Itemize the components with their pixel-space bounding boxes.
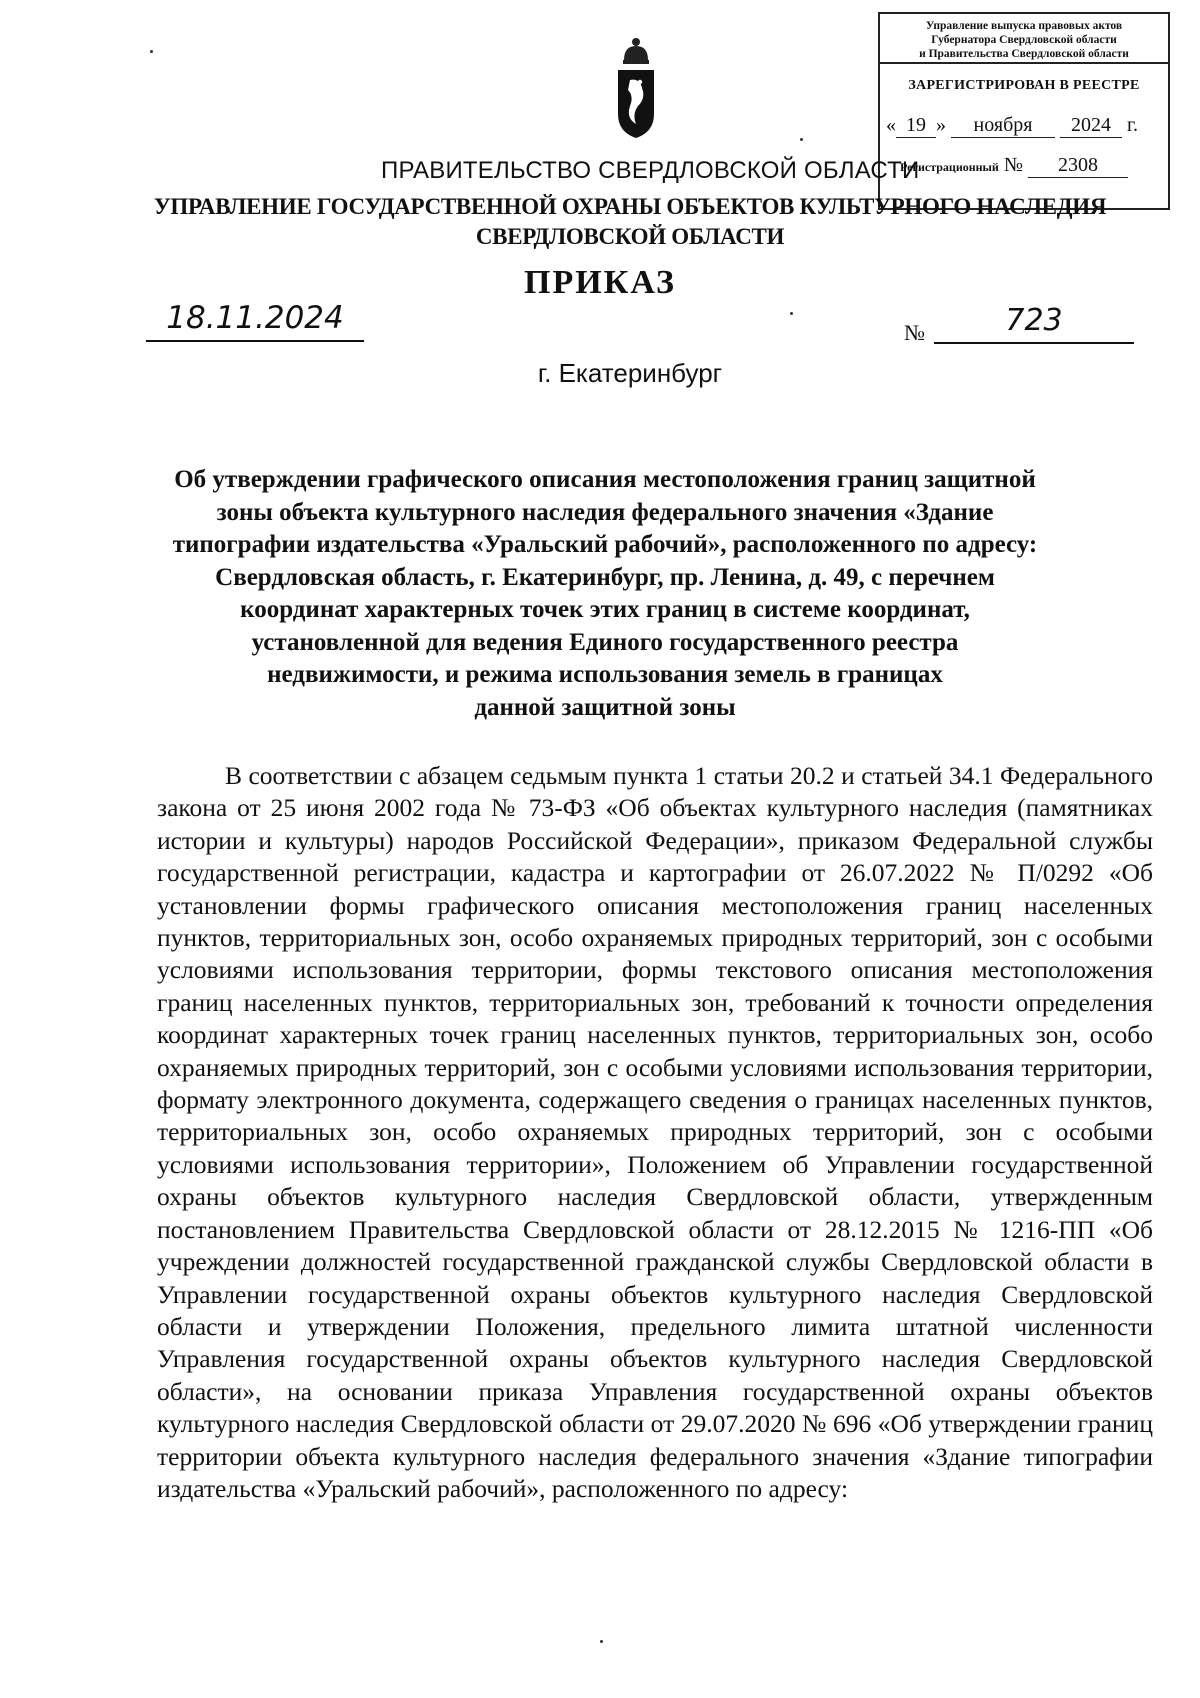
registration-stamp — [878, 12, 1170, 210]
scan-speck — [150, 50, 153, 53]
stamp-office-line: Управление выпуска правовых актов — [925, 20, 1123, 32]
subject-line: установленной для ведения Единого государственного реестра — [251, 628, 959, 656]
stamp-year-suffix: г. — [1127, 114, 1138, 136]
government-name: ПРАВИТЕЛЬСТВО СВЕРДЛОВСКОЙ ОБЛАСТИ — [381, 157, 920, 184]
document-subject — [150, 464, 1060, 724]
agency-name — [150, 192, 1110, 252]
stamp-registration — [880, 154, 1168, 178]
subject-line: зоны объекта культурного наследия федерального значения «Здание — [216, 498, 994, 526]
subject-line: Об утверждении графического описания местоположения границ защитной — [174, 466, 1036, 493]
stamp-reg-no-sign: № — [1003, 154, 1023, 176]
subject-line: данной защитной зоны — [474, 693, 736, 721]
stamp-office — [880, 14, 1168, 64]
stamp-date: « 19 » ноября 2024 г. — [886, 114, 1138, 136]
agency-name-line: УПРАВЛЕНИЕ ГОСУДАРСТВЕННОЙ ОХРАНЫ ОБЪЕКТОВ КУЛЬТУРНОГО НАСЛЕДИЯ — [153, 194, 1107, 219]
stamp-month: ноября — [951, 114, 1055, 138]
coat-of-arms-icon — [612, 34, 660, 142]
subject-line: типографии издательства «Уральский рабочий», расположенного по адресу: — [172, 531, 1038, 558]
number-label: № — [904, 320, 925, 345]
city: г. Екатеринбург — [537, 358, 723, 388]
subject-line: Свердловская область, г. Екатеринбург, пр. Ленина, д. 49, с перечнем — [215, 563, 995, 591]
scan-speck — [800, 138, 803, 141]
stamp-day: 19 — [896, 114, 936, 138]
agency-name-line: СВЕРДЛОВСКОЙ ОБЛАСТИ — [475, 224, 785, 249]
scan-speck — [790, 312, 793, 315]
stamp-office-line: Губернатора Свердловской области — [931, 34, 1117, 46]
stamp-registered-label: ЗАРЕГИСТРИРОВАН В РЕЕСТРЕ — [908, 78, 1140, 93]
stamp-year: 2024 — [1060, 114, 1122, 138]
scan-speck — [600, 1640, 603, 1643]
body-paragraph: В соответствии с абзацем седьмым пункта 1 статьи 20.2 и статьей 34.1 Федерального закона от 25 июня 2002 года № 73-ФЗ «Об объектах культурного наследия (памятниках истории и культуры) народов Российской Федерации», приказом Федеральной службы государственной регистрации, кадастра и картографии от 26.07.2022 № П/0292 «Об установлении формы графического описания местоположения границ населенных пунктов, территориальных зон, особо охраняемых природных территорий, зон с особыми условиями использования территории, формы текстового описания местоположения границ населенных пунктов, территориальных зон, требований к точности определения координат характерных точек границ населенных пунктов, территориальных зон, особо охраняемых природных территорий, зон с особыми условиями использования территории, формату электронного документа, содержащего сведения о границах населенных пунктов, территориальных зон, особо охраняемых природных территорий, зон с особыми условиями использования территории», Положением об Управлении государственной охраны объектов культурного наследия Свердловской области, утвержденным постановлением Правительства Свердловской области от 28.12.2015 № 1216-ПП «Об учреждении должностей государственной гражданской службы Свердловской области в Управлении государственной охраны объектов культурного наследия Свердловской области и утверждении Положения, предельного лимита штатной численности Управления государственной охраны объектов культурного наследия Свердловской области», на основании приказа Управления государственной охраны объектов культурного наследия Свердловской области от 29.07.2020 № 696 «Об утверждении границ территории объекта культурного наследия федерального значения «Здание типографии издательства «Уральский рабочий», расположенного по адресу: — [157, 761, 1153, 1503]
subject-line: недвижимости, и режима использования земель в границах — [267, 661, 943, 688]
handwritten-number: 723 — [934, 302, 1134, 344]
document-type: ПРИКАЗ — [524, 264, 676, 301]
handwritten-date: 18.11.2024 — [146, 298, 364, 342]
subject-line: координат характерных точек этих границ в системе координат, — [240, 596, 970, 623]
stamp-reg-label: Регистрационный — [900, 160, 999, 174]
stamp-reg-number: 2308 — [1028, 154, 1128, 178]
stamp-office-line: и Правительства Свердловской области — [919, 48, 1129, 60]
